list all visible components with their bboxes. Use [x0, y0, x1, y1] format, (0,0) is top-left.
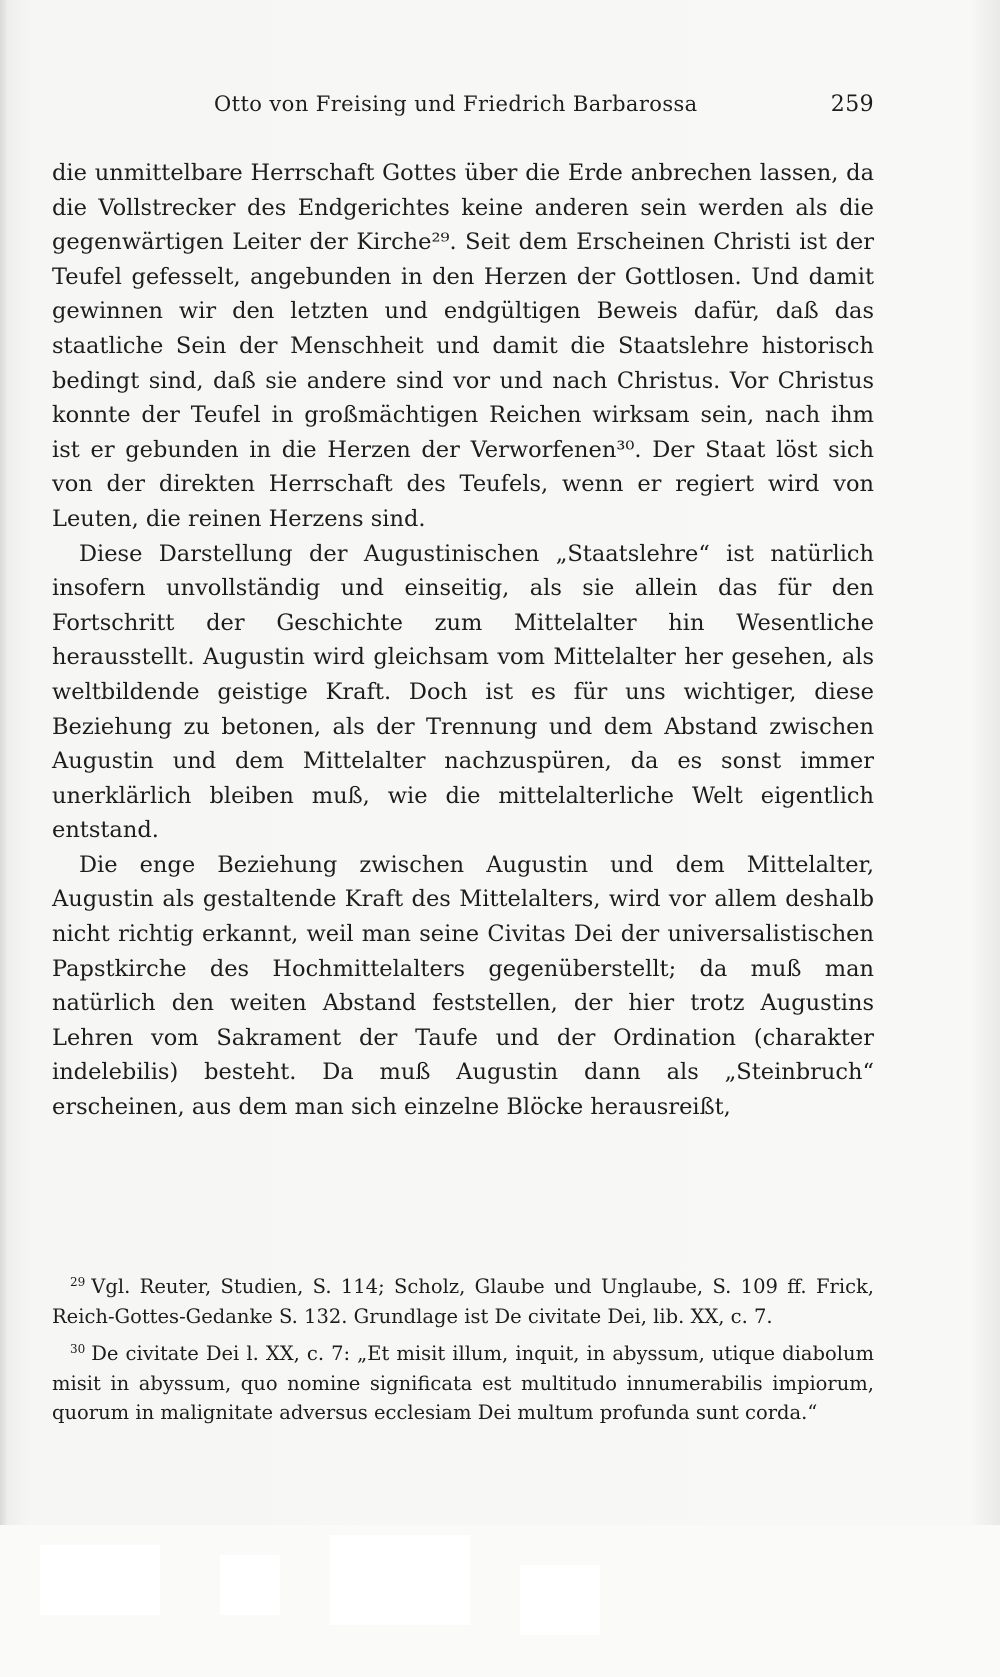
footnote-mark: 29 [70, 1275, 86, 1289]
scan-artifact [520, 1565, 600, 1635]
footnote [52, 1268, 874, 1331]
body-text [52, 156, 874, 1125]
footnote-text: De civitate Dei l. XX, c. 7: „Et misit illum, inquit, in abyssum, utique diabolum misit in abyssum, quo nomine significata est multitudo innumerabilis impiorum, quorum in malignitate adversus ecclesiam Dei multum profunda sunt corda.“ [52, 1342, 874, 1424]
footnote-mark: 30 [70, 1342, 86, 1356]
scan-artifact [40, 1545, 160, 1615]
footnotes [52, 1268, 874, 1428]
paragraph: Diese Darstellung der Augustinischen „Staatslehre“ ist natürlich insofern unvollständig und einseitig, als sie allein das für den Fortschritt der Geschichte zum Mittelalter hin Wesentliche herausstellt. Augustin wird gleichsam vom Mittelalter her gesehen, als weltbildende geistige Kraft. Doch ist es für uns wichtiger, diese Beziehung zu betonen, als der Trennung und dem Abstand zwischen Augustin und dem Mittelalter nachzuspüren, da es sonst immer unerklärlich bleiben muß, wie die mittelalterliche Welt eigentlich entstand. [52, 540, 874, 844]
footnote [52, 1335, 874, 1428]
page-number: 259 [830, 92, 874, 117]
scan-artifact [220, 1555, 280, 1615]
scan-bottom-margin [0, 1525, 1000, 1677]
footnote-text: Vgl. Reuter, Studien, S. 114; Scholz, Glaube und Unglaube, S. 109 ff. Frick, Reich-Gottes-Gedanke S. 132. Grundlage ist De civitate Dei, lib. XX, c. 7. [52, 1275, 874, 1328]
gutter-shadow [0, 0, 8, 1677]
paragraph: die unmittelbare Herrschaft Gottes über die Erde anbrechen lassen, da die Vollstrecker des Endgerichtes keine anderen sein werden als die gegenwärtigen Leiter der Kirche²⁹. Seit dem Erscheinen Christi ist der Teufel gefesselt, angebunden in den Herzen der Gottlosen. Und damit gewinnen wir den letzten und endgültigen Beweis dafür, daß das staatliche Sein der Menschheit und damit die Staatslehre historisch bedingt sind, daß sie andere sind vor und nach Christus. Vor Christus konnte der Teufel in großmächtigen Reichen wirksam sein, nach ihm ist er gebunden in die Herzen der Verworfenen³⁰. Der Staat löst sich von der direkten Herrschaft des Teufels, wenn er regiert wird von Leuten, die reinen Herzens sind. [52, 160, 874, 532]
scan-artifact [330, 1535, 470, 1625]
page-header [214, 92, 874, 122]
paragraph: Die enge Beziehung zwischen Augustin und dem Mittelalter, Augustin als gestaltende Kraft des Mittelalters, wird vor allem deshalb nicht richtig erkannt, weil man seine Civitas Dei der universalistischen Papstkirche des Hochmittelalters gegenüberstellt; da muß man natürlich den weiten Abstand feststellen, der hier trotz Augustins Lehren vom Sakrament der Taufe und der Ordination (charakter indelebilis) besteht. Da muß Augustin dann als „Steinbruch“ erscheinen, aus dem man sich einzelne Blöcke herausreißt, [52, 851, 874, 1121]
running-title: Otto von Freising und Friedrich Barbarossa [214, 92, 698, 116]
